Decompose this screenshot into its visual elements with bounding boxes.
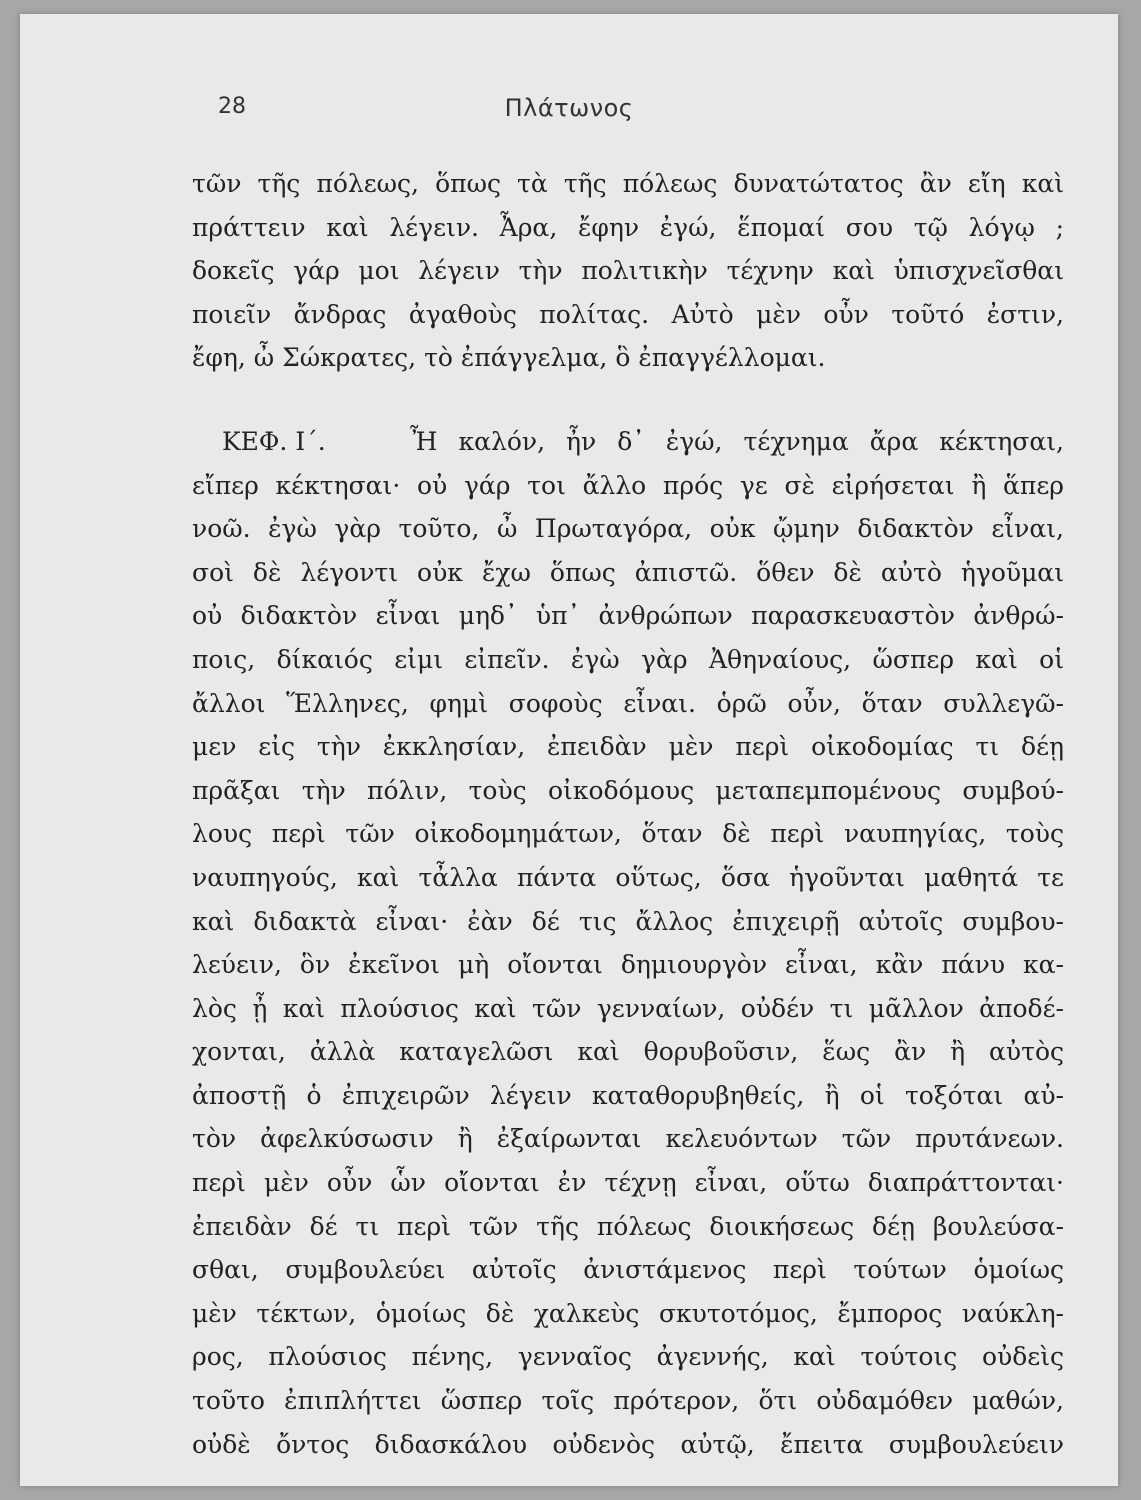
- text-line: σθαι, συμβουλεύει αὐτοῖς ἀνιστάμενος περὶ τούτων ὁμοίως: [192, 1255, 1064, 1285]
- text-line: μὲν τέκτων, ὁμοίως δὲ χαλκεὺς σκυτοτόμος, ἔμπορος ναύκλη-: [192, 1298, 1064, 1328]
- chapter-label: ΚΕΦ. Ι΄.: [222, 426, 326, 456]
- chapter-first-line: [192, 420, 1064, 464]
- page-header: [20, 94, 1118, 134]
- text-line: δοκεῖς γάρ μοι λέγειν τὴν πολιτικὴν τέχνην καὶ ὑπισχνεῖσθαι: [192, 256, 1064, 286]
- text-line: ποις, δίκαιός εἰμι εἰπεῖν. ἐγὼ γὰρ Ἀθηναίους, ὥσπερ καὶ οἱ: [192, 644, 1064, 674]
- text-line: οὐδὲ ὄντος διδασκάλου οὐδενὸς αὐτῷ, ἔπειτα συμβουλεύειν: [192, 1429, 1064, 1459]
- paragraph-2: [192, 420, 1064, 1466]
- text-line: τοῦτο ἐπιπλήττει ὥσπερ τοῖς πρότερον, ὅτι οὐδαμόθεν μαθών,: [192, 1386, 1064, 1416]
- paragraph-gap: [192, 380, 1064, 420]
- text-line: ρος, πλούσιος πένης, γενναῖος ἀγεννής, καὶ τούτοις οὐδεὶς: [192, 1342, 1064, 1372]
- text-line: ναυπηγούς, καὶ τἆλλα πάντα οὕτως, ὅσα ἡγοῦνται μαθητά τε: [192, 862, 1064, 892]
- text-line: καὶ διδακτὰ εἶναι· ἐὰν δέ τις ἄλλος ἐπιχειρῇ αὐτοῖς συμβου-: [192, 906, 1064, 936]
- text-line: νοῶ. ἐγὼ γὰρ τοῦτο, ὦ Πρωταγόρα, οὐκ ᾤμην διδακτὸν εἶναι,: [192, 514, 1064, 544]
- text-line: ποιεῖν ἄνδρας ἀγαθοὺς πολίτας. Αὐτὸ μὲν οὖν τοῦτό ἐστιν,: [192, 299, 1064, 329]
- text-line: εἴπερ κέκτησαι· οὐ γάρ τοι ἄλλο πρός γε σὲ εἰρήσεται ἢ ἅπερ: [192, 470, 1064, 500]
- text-line: λὸς ᾖ καὶ πλούσιος καὶ τῶν γενναίων, οὐδέν τι μᾶλλον ἀποδέ-: [192, 993, 1064, 1023]
- body-text: [192, 162, 1064, 1466]
- text-line: Ἦ καλόν, ἦν δ᾽ ἐγώ, τέχνημα ἄρα κέκτησαι,: [410, 426, 1064, 456]
- text-line: λεύειν, ὃν ἐκεῖνοι μὴ οἴονται δημιουργὸν εἶναι, κἂν πάνυ κα-: [192, 950, 1064, 980]
- text-line: μεν εἰς τὴν ἐκκλησίαν, ἐπειδὰν μὲν περὶ οἰκοδομίας τι δέῃ: [192, 732, 1064, 762]
- text-line: ἄλλοι Ἕλληνες, φημὶ σοφοὺς εἶναι. ὁρῶ οὖν, ὅταν συλλεγῶ-: [192, 688, 1064, 718]
- running-title: Πλάτωνος: [504, 94, 634, 122]
- book-page: [20, 14, 1118, 1486]
- text-line: ἐπειδὰν δέ τι περὶ τῶν τῆς πόλεως διοικήσεως δέῃ βουλεύσα-: [192, 1211, 1064, 1241]
- text-line: πράττειν καὶ λέγειν. Ἆρα, ἔφην ἐγώ, ἕπομαί σου τῷ λόγῳ ;: [192, 212, 1064, 242]
- text-line: χονται, ἀλλὰ καταγελῶσι καὶ θορυβοῦσιν, ἕως ἂν ἢ αὐτὸς: [192, 1037, 1064, 1067]
- text-line: ἀποστῇ ὁ ἐπιχειρῶν λέγειν καταθορυβηθείς, ἢ οἱ τοξόται αὐ-: [192, 1080, 1064, 1110]
- text-line: πρᾶξαι τὴν πόλιν, τοὺς οἰκοδόμους μεταπεμπομένους συμβού-: [192, 775, 1064, 805]
- text-line: σοὶ δὲ λέγοντι οὐκ ἔχω ὅπως ἀπιστῶ. ὅθεν δὲ αὐτὸ ἡγοῦμαι: [192, 557, 1064, 587]
- text-line: ἔφη, ὦ Σώκρατες, τὸ ἐπάγγελμα, ὃ ἐπαγγέλλομαι.: [192, 343, 826, 373]
- page-number: 28: [218, 94, 246, 119]
- text-line: οὐ διδακτὸν εἶναι μηδ᾽ ὑπ᾽ ἀνθρώπων παρασκευαστὸν ἀνθρώ-: [192, 601, 1064, 631]
- text-line: τῶν τῆς πόλεως, ὅπως τὰ τῆς πόλεως δυνατώτατος ἂν εἴη καὶ: [192, 169, 1064, 198]
- text-line: λους περὶ τῶν οἰκοδομημάτων, ὅταν δὲ περὶ ναυπηγίας, τοὺς: [192, 819, 1064, 849]
- text-line: τὸν ἀφελκύσωσιν ἢ ἐξαίρωνται κελευόντων τῶν πρυτάνεων.: [192, 1124, 1064, 1154]
- text-line: περὶ μὲν οὖν ὧν οἴονται ἐν τέχνῃ εἶναι, οὕτω διαπράττονται·: [192, 1168, 1064, 1198]
- paragraph-1: [192, 162, 1064, 380]
